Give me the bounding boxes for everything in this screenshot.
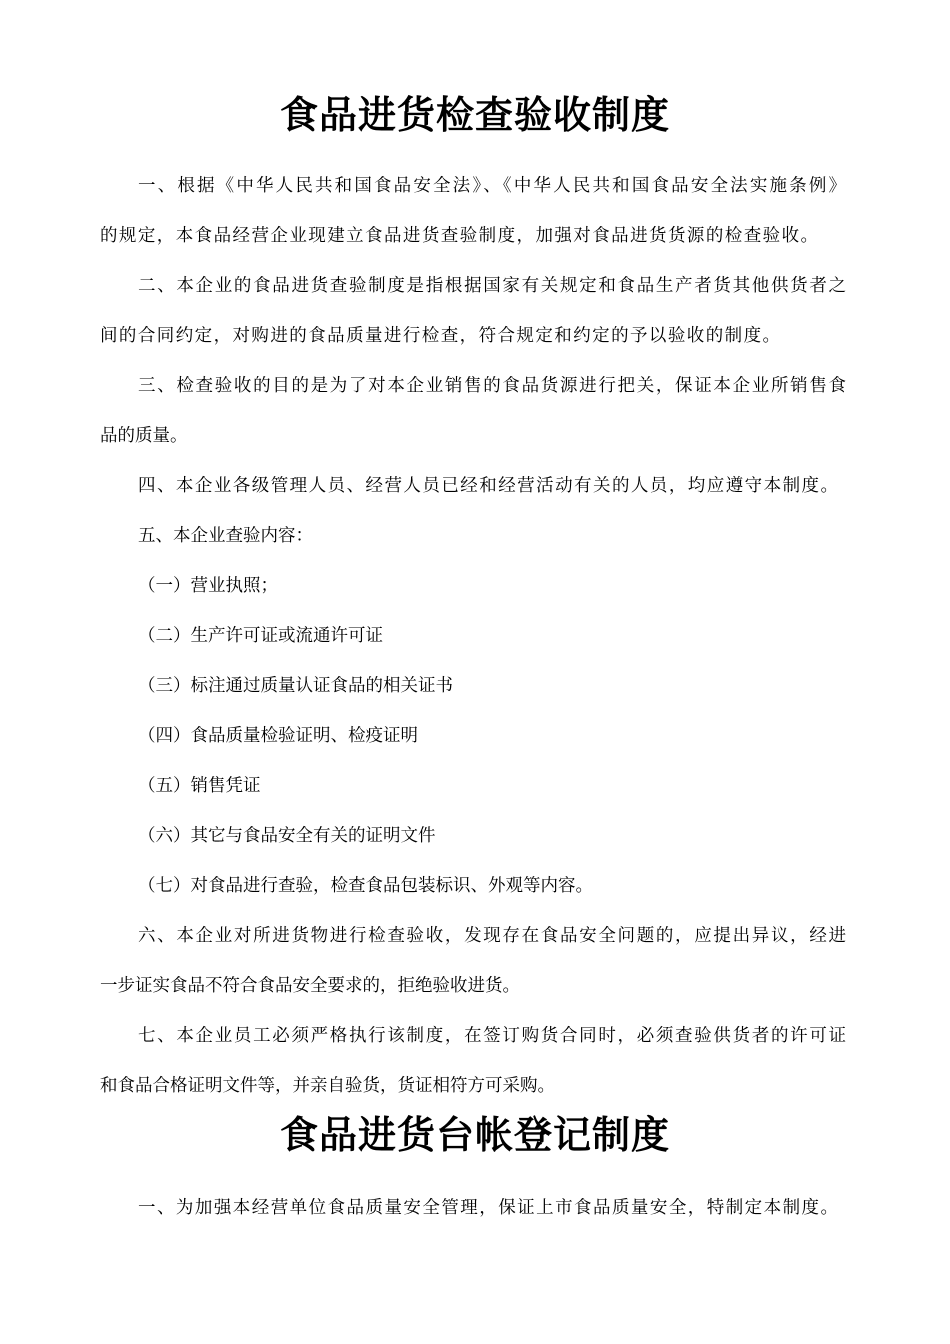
list-item-5: （五）销售凭证: [138, 776, 261, 796]
paragraph-1-line-2: 的规定，本食品经营企业现建立食品进货查验制度，加强对食品进货货源的检查验收。: [100, 226, 818, 246]
list-item-2: （二）生产许可证或流通许可证: [138, 626, 383, 646]
paragraph-6-line-2: 一步证实食品不符合食品安全要求的，拒绝验收进货。: [100, 976, 520, 996]
list-item-6: （六）其它与食品安全有关的证明文件: [138, 826, 436, 846]
list-item-7: （七）对食品进行查验，检查食品包装标识、外观等内容。: [138, 876, 593, 896]
paragraph-6-line-1: 六、本企业对所进货物进行检查验收，发现存在食品安全问题的，应提出异议，经进: [138, 926, 846, 946]
paragraph-7-line-2: 和食品合格证明文件等，并亲自验货，货证相符方可采购。: [100, 1076, 555, 1096]
paragraph-1-line-1: 一、根据《中华人民共和国食品安全法》、《中华人民共和国食品安全法实施条例》: [138, 176, 846, 196]
paragraph-2-line-1: 二、本企业的食品进货查验制度是指根据国家有关规定和食品生产者货其他供货者之: [138, 276, 846, 296]
list-item-1: （一）营业执照；: [138, 576, 278, 596]
list-item-4: （四）食品质量检验证明、检疫证明: [138, 726, 418, 746]
ledger-paragraph-1: 一、为加强本经营单位食品质量安全管理，保证上市食品质量安全，特制定本制度。: [138, 1198, 838, 1218]
paragraph-7-line-1: 七、本企业员工必须严格执行该制度，在签订购货合同时，必须查验供货者的许可证: [138, 1026, 846, 1046]
paragraph-3-line-1: 三、检查验收的目的是为了对本企业销售的食品货源进行把关，保证本企业所销售食: [138, 376, 846, 396]
paragraph-4: 四、本企业各级管理人员、经营人员已经和经营活动有关的人员，均应遵守本制度。: [138, 476, 838, 496]
paragraph-5: 五、本企业查验内容：: [138, 526, 313, 546]
paragraph-2-line-2: 间的合同约定，对购进的食品质量进行检查，符合规定和约定的予以验收的制度。: [100, 326, 780, 346]
document-title-ledger: 食品进货台帐登记制度: [279, 1113, 670, 1157]
list-item-3: （三）标注通过质量认证食品的相关证书: [138, 676, 453, 696]
document-title-inspection: 食品进货检查验收制度: [279, 93, 670, 137]
paragraph-3-line-2: 品的质量。: [100, 426, 188, 446]
